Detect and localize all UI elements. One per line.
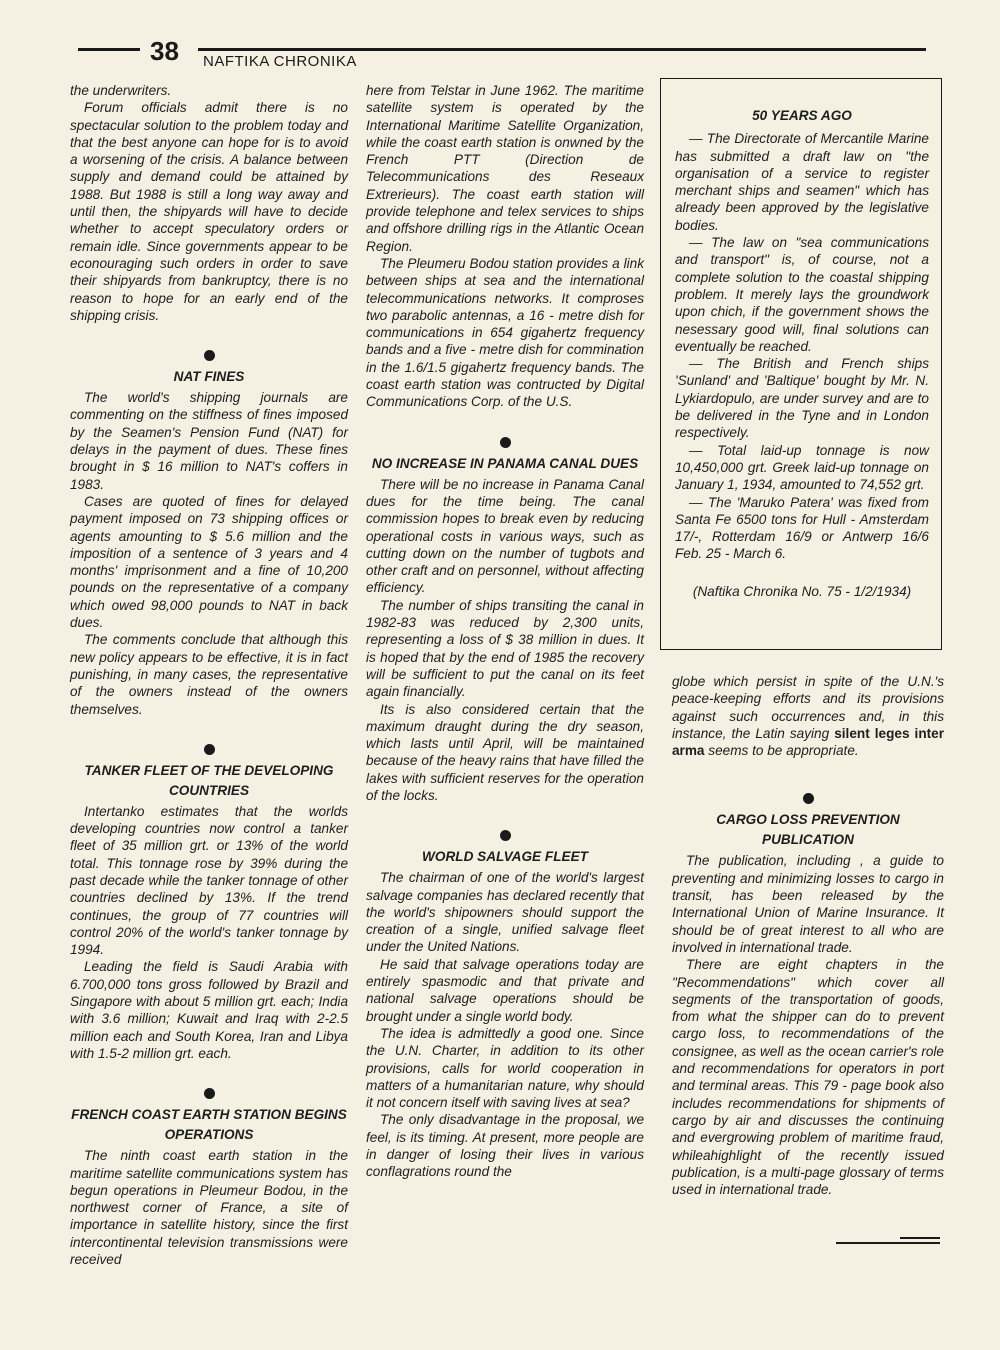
- section-bullet: [204, 744, 215, 755]
- box-source: (Naftika Chronika No. 75 - 1/2/1934): [692, 583, 912, 599]
- box-item: — The British and French ships 'Sunland' and 'Baltique' bought by Mr. N. Lykiardopulo, are under survey and are to be delivered in the Tyne and in London respectively.: [675, 356, 929, 441]
- paragraph: Intertanko estimates that the worlds developing countries now control a tanker fleet of 35 million grt. or 13% of the world total. This tonnage rose by 39% during the past decade while the tanker tonnage of other countries declined by 13%. If the trend continues, the group of 77 countries will control 20% of the world's tanker tonnage by 1994.: [70, 803, 348, 958]
- box-title: 50 YEARS AGO: [752, 108, 852, 123]
- paragraph: The world's shipping journals are commenting on the stiffness of fines imposed by the Seamen's Pension Fund (NAT) for delays in the payment of dues. These fines brought in $ 16 million to NAT's coffers in 1983.: [70, 390, 348, 492]
- paragraph: Cases are quoted of fines for delayed payment imposed on 73 shipping offices or agents amounting to $ 5.6 million and the imposition of a sentence of 3 years and 4 months' imprisonment and a fine of 10,200 pounds on the representative of a company which owed 98,000 pounds to NAT in back dues.: [70, 493, 348, 631]
- section-bullet: [500, 830, 511, 841]
- paragraph-text: globe which persist in spite of the U.N.'s peace-keeping efforts and its provisions against such occurrences and, in this instance, the Latin saying: [672, 674, 944, 741]
- end-rule-long: [836, 1242, 940, 1244]
- paragraph: [672, 673, 944, 759]
- paragraph-text: seems to be appropriate.: [704, 743, 859, 759]
- paragraph: the underwriters.: [70, 83, 172, 98]
- paragraph: The only disadvantage in the proposal, we feel, is its timing. At present, more people are in danger of losing their lives in various conflagrations round the: [366, 1112, 644, 1180]
- column-1: [70, 82, 348, 1268]
- fifty-years-ago-content: [675, 107, 929, 600]
- box-item: — The 'Maruko Patera' was fixed from Santa Fe 6500 tons for Hull - Amsterdam 17/-, Rotterdam 16/9 or Antwerp 16/6 Feb. 25 - March 6.: [675, 494, 929, 562]
- paragraph: There are eight chapters in the "Recommendations" which cover all segments of the transportation of goods, from what the shipper can do to prevent cargo loss, to recommendations of the consignee, as well as the ocean carrier's role and recommendations for operators in port and terminal areas. This 79 - page book also includes recommendations for shipments of cargo by air and discusses the continuing and evergrowing problem of maritime fraud, whileahighlight of the recently issued publication, is a multi-page glossary of terms used in international trade.: [672, 957, 944, 1198]
- section-bullet: [204, 1088, 215, 1099]
- article-heading-cargo: CARGO LOSS PREVENTION PUBLICATION: [716, 812, 900, 848]
- article-heading-french-station: FRENCH COAST EARTH STATION BEGINS OPERATIONS: [71, 1107, 347, 1143]
- section-bullet: [204, 350, 215, 361]
- paragraph: There will be no increase in Panama Canal dues for the time being. The canal commission hopes to break even by reducing operational costs in various ways, such as cutting down on the number of tugbots and other craft and on personnel, without affecting efficiency.: [366, 476, 644, 596]
- paragraph: The comments conclude that although this new policy appears to be effective, it is in fact punishing, in many cases, the representative of the owners instead of the owners themselves.: [70, 632, 348, 717]
- article-heading-tanker-fleet: TANKER FLEET OF THE DEVELOPING COUNTRIES: [84, 762, 334, 798]
- paragraph: The publication, including , a guide to preventing and minimizing losses to cargo in transit, has been released by the International Union of Marine Insurance. It should be of great interest to all who are involved in international trade.: [672, 853, 944, 955]
- box-item: — Total laid-up tonnage is now 10,450,000 grt. Greek laid-up tonnage on January 1, 1934, amounted to 74,552 grt.: [675, 442, 929, 493]
- column-3: [672, 673, 944, 1198]
- article-heading-nat-fines: NAT FINES: [173, 369, 245, 385]
- end-rule-short: [900, 1237, 940, 1239]
- paragraph: The chairman of one of the world's largest salvage companies has declared recently that the world's shipowners should support the creation of a single, unified salvage fleet under the United Nations.: [366, 870, 644, 955]
- box-item: — The Directorate of Mercantile Marine has submitted a draft law on "the organisation of a service to register merchant ships and seamen" which has already been approved by the legislative bodies.: [675, 131, 929, 233]
- paragraph: Forum officials admit there is no spectacular solution to the problem today and that the best anyone can hope for is to avoid a worsening of the crisis. A balance between supply and demand could be attained by 1988. But 1988 is still a long way away and until then, the shipyards will have to decide whether to accept speculatory orders or remain idle. Since governments appear to be econouraging such orders in order to save their shipyards from bankruptcy, there is no reason to hope for an early end of the shipping crisis.: [70, 100, 348, 323]
- page-number: 38: [150, 36, 179, 66]
- paragraph: Its is also considered certain that the maximum draught during the dry season, which lasts until April, will be maintained because of the heavy rains that have filled the lakes with sufficient reserves for the operation of the locks.: [366, 701, 644, 803]
- section-bullet: [803, 793, 814, 804]
- header-rule-right: [198, 48, 926, 51]
- publication-name: NAFTIKA CHRONIKA: [203, 53, 357, 70]
- paragraph: here from Telstar in June 1962. The maritime satellite system is operated by the International Maritime Satellite Organization, while the coast earth station is onwned by the French PTT (Direction de Telecommunications des Reseaux Extrerieurs). The coast earth station will provide telephone and telex services to ships and offshore drilling rigs in the Atlantic Ocean Region.: [366, 83, 644, 254]
- paragraph: Leading the field is Saudi Arabia with 6.700,000 tons gross followed by Brazil and Singapore with about 5 million grt. each; India with 3.6 million; Kuwait and Iraq with 2-2.5 million each and South Korea, Iran and Libya with 1.5-2 million grt. each.: [70, 959, 348, 1061]
- article-heading-salvage: WORLD SALVAGE FLEET: [422, 849, 588, 865]
- fifty-years-ago-box: [660, 78, 942, 650]
- header-rule-left: [78, 48, 140, 51]
- section-bullet: [500, 437, 511, 448]
- column-2: [366, 82, 644, 1181]
- paragraph: The ninth coast earth station in the maritime satellite communications system has begun operations in Pleumeur Bodou, in the northwest corner of France, a site of importance in satellite history, since the first intercontinental television transmissions were received: [70, 1148, 348, 1268]
- paragraph: The number of ships transiting the canal in 1982-83 was reduced by 2,300 units, representing a loss of $ 38 million in dues. It is hoped that by the end of 1985 the recovery will be sufficient to put the canal on its feet again financially.: [366, 597, 644, 700]
- paragraph: He said that salvage operations today are entirely spasmodic and that private and national salvage operations should be brought under a single world body.: [366, 956, 644, 1024]
- paragraph: The idea is admittedly a good one. Since the U.N. Charter, in addition to its other provisions, calls for world cooperation in matters of a humanitarian nature, why should it not concern itself with saving lives at sea?: [366, 1025, 644, 1111]
- box-item: — The law on "sea communications and transport" is, of course, not a complete solution to the coastal shipping problem. It merely lays the groundwork upon chich, if the government shows the nesessary good will, final solutions can eventually be reached.: [675, 235, 929, 354]
- latin-phrase: silent leges inter arma: [672, 725, 945, 759]
- article-heading-panama: NO INCREASE IN PANAMA CANAL DUES: [371, 455, 639, 471]
- paragraph: The Pleumeru Bodou station provides a link between ships at sea and the international telecommunications networks. It comproses two parabolic antennas, a 16 - metre dish for communications in 654 gigahertz frequency bands and a five - metre dish for commination in the 1.6/1.5 gigahertz frequency bands. The coast earth station was contructed by Digital Communications Corp. of the U.S.: [366, 255, 644, 410]
